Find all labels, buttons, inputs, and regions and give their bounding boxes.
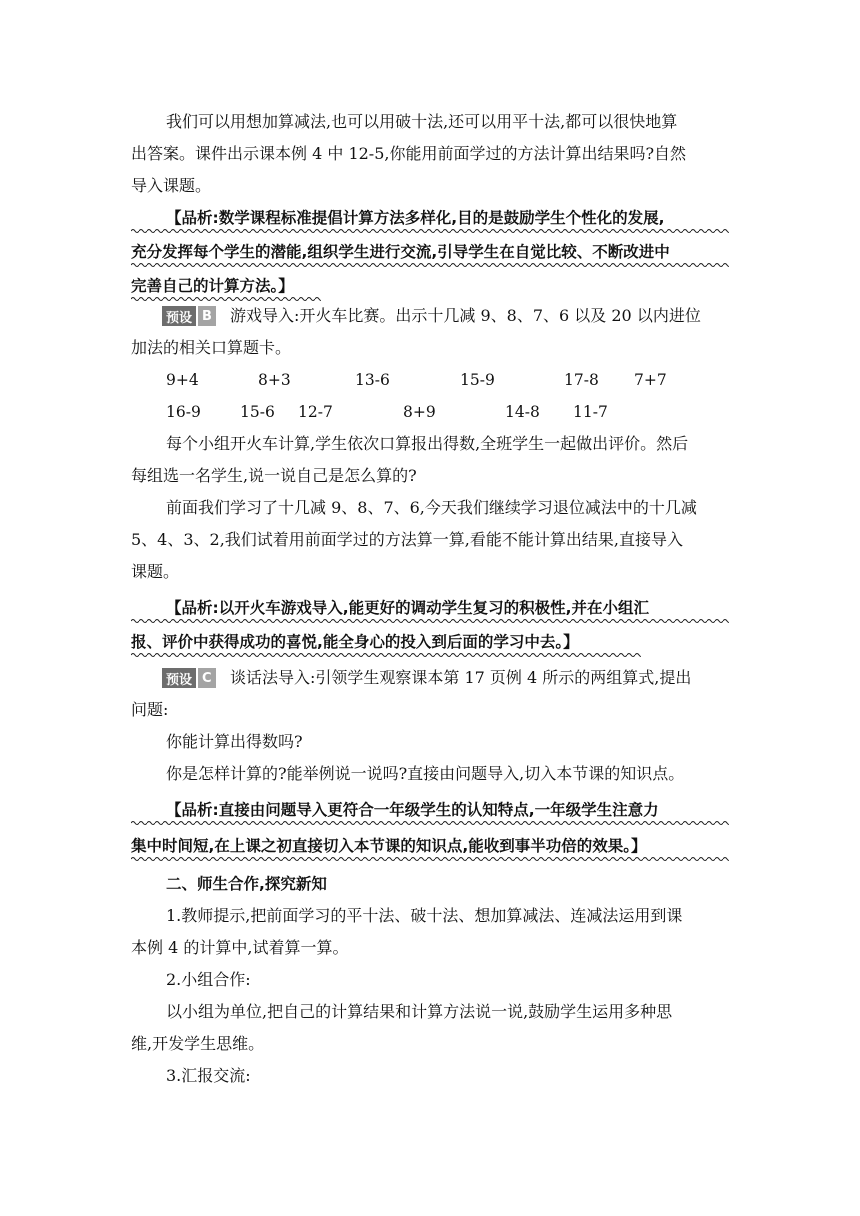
step-3-heading: 3.汇报交流: [166, 1066, 251, 1085]
expression: 17-8 [564, 371, 599, 389]
intro-line-3: 导入课题。 [131, 176, 212, 195]
expression: 9+4 [166, 371, 199, 389]
expression: 8+9 [403, 403, 436, 421]
comment-3-line-1: 【品析:直接由问题导入更符合一年级学生的认知特点,一年级学生注意力 [166, 801, 659, 819]
wavy-underline [131, 652, 641, 658]
comment-2-line-1: 【品析:以开火车游戏导入,能更好的调动学生复习的积极性,并在小组汇 [166, 599, 649, 617]
body-2-line-3: 前面我们学习了十几减 9、8、7、6,今天我们继续学习退位减法中的十几减 [166, 498, 697, 517]
preset-c-line-4: 你是怎样计算的?能举例说一说吗?直接由问题导入,切入本节课的知识点。 [166, 764, 685, 783]
wavy-underline [131, 856, 729, 862]
step-2-line-2: 维,开发学生思维。 [131, 1034, 265, 1053]
expression: 13-6 [355, 371, 390, 389]
expression: 7+7 [634, 371, 667, 389]
step-1-line-1: 1.教师提示,把前面学习的平十法、破十法、想加算减法、连减法运用到课 [166, 906, 683, 925]
intro-line-1: 我们可以用想加算减法,也可以用破十法,还可以用平十法,都可以很快地算 [166, 112, 678, 131]
expression: 14-8 [505, 403, 540, 421]
body-2-line-1: 每个小组开火车计算,学生依次口算报出得数,全班学生一起做出评价。然后 [166, 434, 689, 453]
comment-1-line-1: 【品析:数学课程标准提倡计算方法多样化,目的是鼓励学生个性化的发展, [166, 209, 665, 227]
preset-b-line-2: 加法的相关口算题卡。 [131, 338, 292, 357]
wavy-underline [131, 228, 729, 234]
wavy-underline [131, 820, 729, 826]
preset-c-line-1: 谈话法导入:引领学生观察课本第 17 页例 4 所示的两组算式,提出 [230, 668, 692, 687]
expression: 15-9 [460, 371, 495, 389]
comment-1-line-2: 充分发挥每个学生的潜能,组织学生进行交流,引导学生在自觉比较、不断改进中 [131, 243, 670, 261]
preset-letter: B [198, 306, 216, 326]
comment-2-line-2: 报、评价中获得成功的喜悦,能全身心的投入到后面的学习中去。】 [131, 633, 579, 651]
preset-label: 预设 [162, 668, 196, 688]
preset-label: 预设 [162, 306, 196, 326]
expression: 8+3 [258, 371, 291, 389]
body-2-line-2: 每组选一名学生,说一说自己是怎么算的? [131, 466, 417, 485]
comment-1-line-3: 完善自己的计算方法。】 [131, 277, 294, 295]
wavy-underline [131, 262, 729, 268]
body-2-line-5: 课题。 [131, 562, 180, 581]
preset-c-badge [162, 668, 216, 688]
comment-3-line-2: 集中时间短,在上课之初直接切入本节课的知识点,能收到事半功倍的效果。】 [131, 837, 647, 855]
wavy-underline [131, 296, 321, 302]
preset-b-line-1: 游戏导入:开火车比赛。出示十几减 9、8、7、6 以及 20 以内进位 [230, 306, 701, 325]
body-2-line-4: 5、4、3、2,我们试着用前面学过的方法算一算,看能不能计算出结果,直接导入 [131, 530, 683, 549]
expression: 15-6 [240, 403, 275, 421]
wavy-underline [131, 618, 729, 624]
expression: 11-7 [573, 403, 608, 421]
expression: 12-7 [298, 403, 333, 421]
section-heading: 二、师生合作,探究新知 [166, 875, 327, 893]
intro-line-2: 出答案。课件出示课本例 4 中 12-5,你能用前面学过的方法计算出结果吗?自然 [131, 144, 687, 163]
preset-b-badge [162, 306, 216, 326]
preset-letter: C [198, 668, 216, 688]
step-1-line-2: 本例 4 的计算中,试着算一算。 [131, 938, 349, 957]
step-2-heading: 2.小组合作: [166, 970, 251, 989]
step-2-line-1: 以小组为单位,把自己的计算结果和计算方法说一说,鼓励学生运用多种思 [166, 1002, 673, 1021]
preset-c-line-3: 你能计算出得数吗? [166, 732, 303, 751]
expression: 16-9 [166, 403, 201, 421]
preset-c-line-2: 问题: [131, 700, 169, 719]
